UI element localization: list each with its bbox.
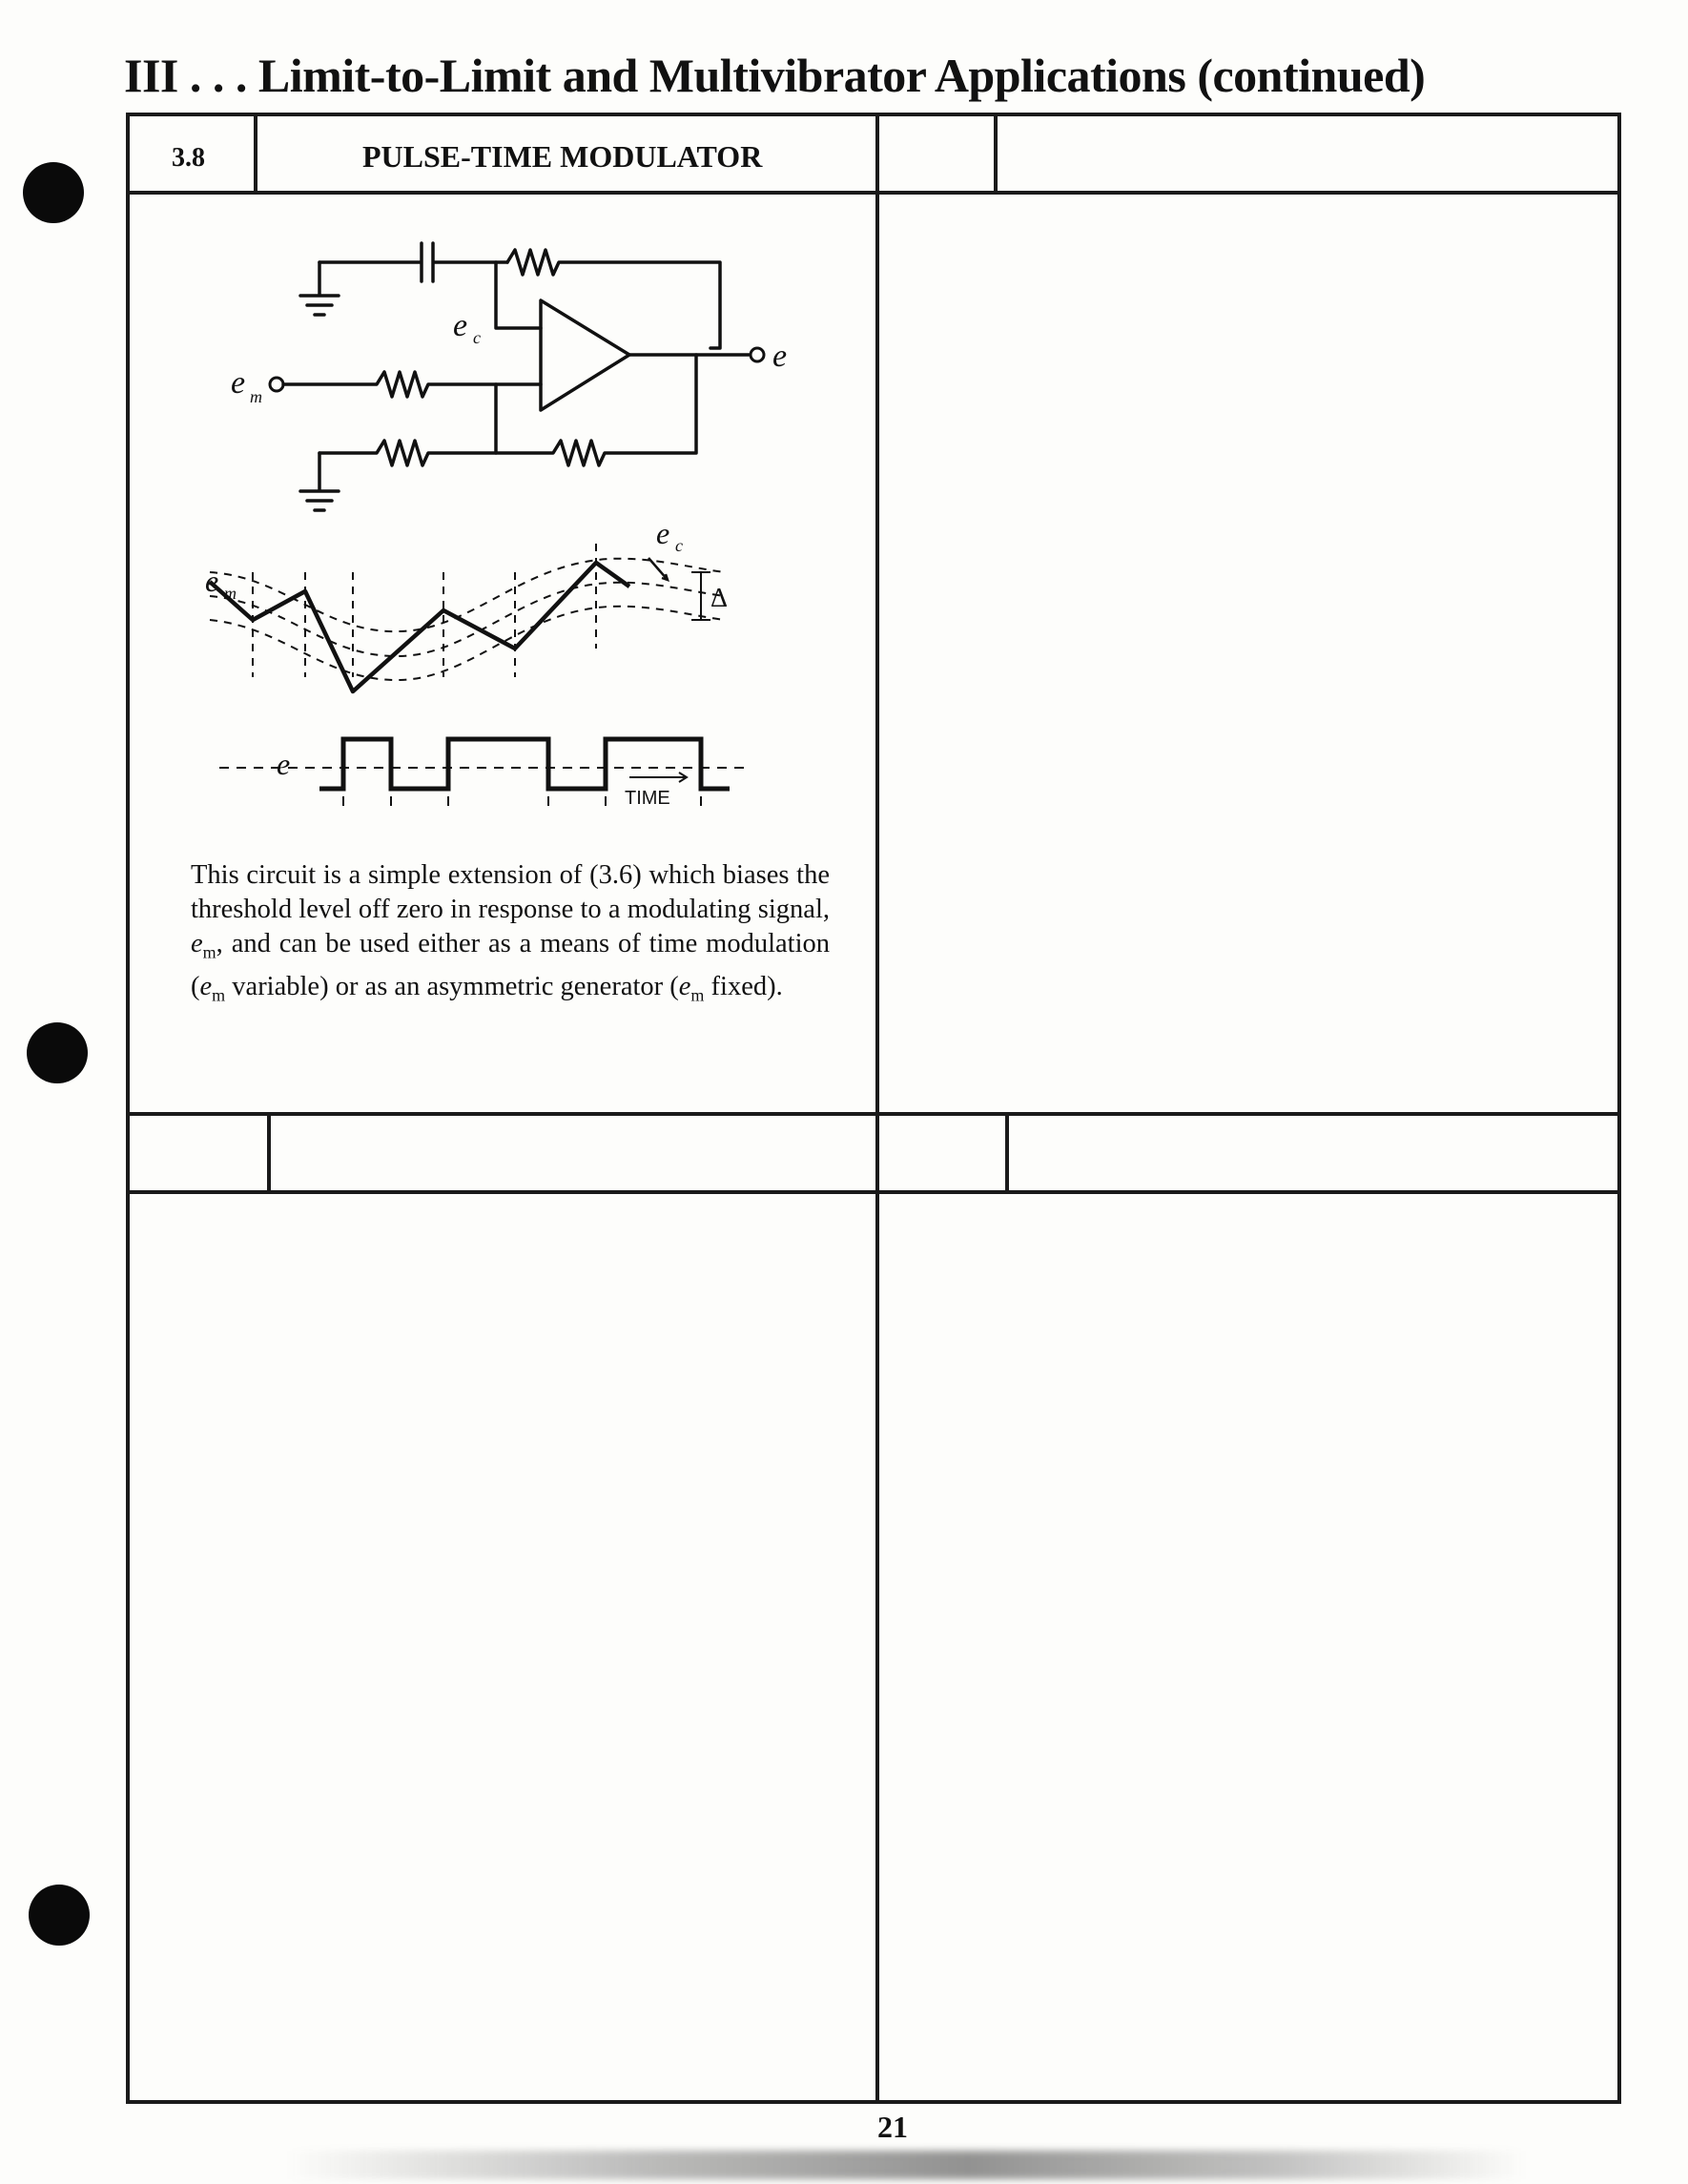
- circuit-and-waveform-diagram: [205, 229, 877, 820]
- number-cell-divider-3: [267, 1112, 271, 1194]
- scan-smudge: [286, 2151, 1526, 2179]
- modulating-label-sub: m: [224, 584, 237, 603]
- feedback-resistor: [319, 355, 696, 465]
- number-cell-divider-2: [994, 113, 998, 195]
- punch-hole-middle: [27, 1022, 88, 1083]
- punch-hole-top: [23, 162, 84, 223]
- output-waveform-label: e: [277, 747, 291, 781]
- page-title: III . . . Limit-to-Limit and Multivibrator Applications (continued): [124, 49, 1426, 102]
- time-label: TIME: [625, 788, 670, 809]
- middle-divider: [126, 1112, 1617, 1116]
- input-label: e: [231, 365, 246, 401]
- capacitor-waveform-label-sub: c: [675, 536, 683, 555]
- input-label-sub: m: [250, 387, 262, 406]
- op-amp-triangle: [541, 300, 629, 410]
- ground-symbol-bottom: [300, 453, 339, 510]
- number-cell-divider-1: [254, 113, 257, 195]
- capacitor-node-label-sub: c: [473, 328, 481, 347]
- modulating-label: e: [205, 564, 219, 598]
- output-pulse-waveform: [319, 739, 730, 789]
- input-resistor: [283, 372, 541, 397]
- section-number: 3.8: [172, 143, 205, 173]
- ground-symbol-top: [300, 262, 339, 315]
- number-cell-divider-4: [1005, 1112, 1009, 1194]
- capacitor: [319, 243, 507, 281]
- description-paragraph: This circuit is a simple extension of (3.6) which biases the threshold level off zero in response to a modulating signal, $e_m$, and can be used either as a means of time modulation ($e_m$ variable) or as an asymmetric generator ($e_m$ fixed).: [191, 860, 830, 1005]
- page-number: 21: [877, 2110, 908, 2144]
- punch-hole-bottom: [29, 1885, 90, 1946]
- section-title: PULSE-TIME MODULATOR: [362, 139, 763, 174]
- capacitor-waveform: [210, 563, 629, 691]
- header-divider-top: [126, 191, 1617, 195]
- capacitor-waveform-label: e: [656, 516, 670, 550]
- capacitor-node-label: e: [453, 308, 468, 343]
- output-label: e: [772, 339, 788, 374]
- header-divider-bottom: [126, 1190, 1617, 1194]
- delta-label: Δ: [710, 584, 729, 613]
